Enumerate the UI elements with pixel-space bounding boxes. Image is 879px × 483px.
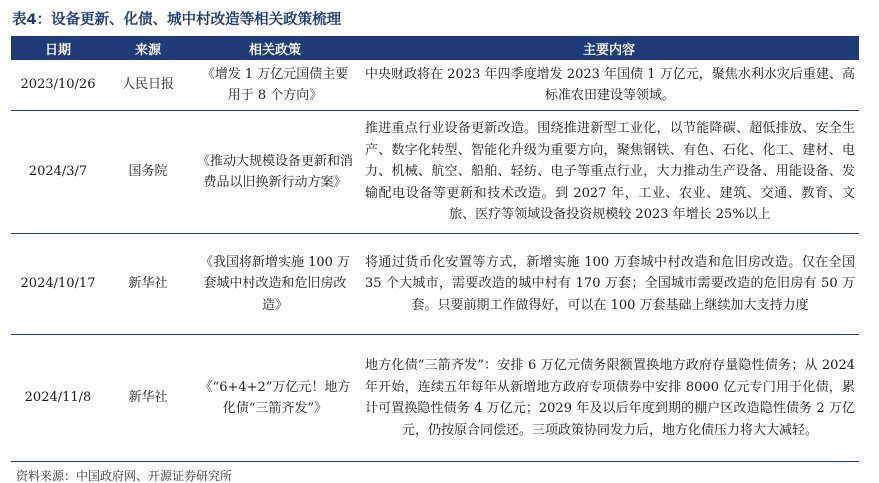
cell-content: 中央财政将在 2023 年四季度增发 2023 年国债 1 万亿元，聚焦水利水灾后重建、高标准农田建设等领域。 [359, 60, 859, 111]
header-content: 主要内容 [359, 36, 859, 60]
cell-policy: 《推动大规模设备更新和消费品以旧换新行动方案》 [191, 111, 359, 234]
header-source: 来源 [105, 36, 191, 60]
header-policy: 相关政策 [191, 36, 359, 60]
header-date: 日期 [11, 36, 105, 60]
table-row [11, 60, 859, 111]
cell-policy: 《我国将新增实施 100 万套城中村改造和危旧房改造》 [191, 234, 359, 335]
cell-policy: 《“6+4+2”万亿元！地方化债“三箭齐发”》 [191, 335, 359, 462]
table-row [11, 111, 859, 234]
table-header [11, 36, 859, 60]
cell-date: 2024/3/7 [11, 111, 105, 234]
cell-policy: 《增发 1 万亿元国债主要用于 8 个方向》 [191, 60, 359, 111]
cell-source: 国务院 [105, 111, 191, 234]
table-row [11, 234, 859, 335]
cell-source: 新华社 [105, 234, 191, 335]
cell-source: 新华社 [105, 335, 191, 462]
policy-table [11, 36, 859, 462]
source-footnote: 资料来源：中国政府网、开源证券研究所 [16, 469, 233, 483]
cell-date: 2023/10/26 [11, 60, 105, 111]
table-row [11, 335, 859, 462]
cell-content: 将通过货币化安置等方式，新增实施 100 万套城中村改造和危旧房改造。仅在全国 35 个大城市，需要改造的城中村有 170 万套；全国城市需要改造的危旧房有 50 万套。只要前期工作做得好，可以在 100 万套基础上继续加大支持力度 [359, 234, 859, 335]
cell-content: 地方化债“三箭齐发”：安排 6 万亿元债务限额置换地方政府存量隐性债务；从 2024 年开始，连续五年每年从新增地方政府专项债券中安排 8000 亿元专门用于化债，累计可置换隐性债务 4 万亿元；2029 年及以后年度到期的棚户区改造隐性债务 2 万亿元，仍按原合同偿还。三项政策协同发力后，地方化债压力将大大减轻。 [359, 335, 859, 462]
cell-date: 2024/11/8 [11, 335, 105, 462]
table-title: 表4：设备更新、化债、城中村改造等相关政策梳理 [12, 12, 342, 28]
cell-date: 2024/10/17 [11, 234, 105, 335]
cell-content: 推进重点行业设备更新改造。围绕推进新型工业化，以节能降碳、超低排放、安全生产、数字化转型、智能化升级为重要方向，聚焦钢铁、有色、石化、化工、建材、电力、机械、航空、船舶、轻纺、电子等重点行业，大力推动生产设备、用能设备、发输配电设备等更新和技术改造。到 2027 年，工业、农业、建筑、交通、教育、文旅、医疗等领域设备投资规模较 2023 年增长 25%以上 [359, 111, 859, 234]
cell-source: 人民日报 [105, 60, 191, 111]
